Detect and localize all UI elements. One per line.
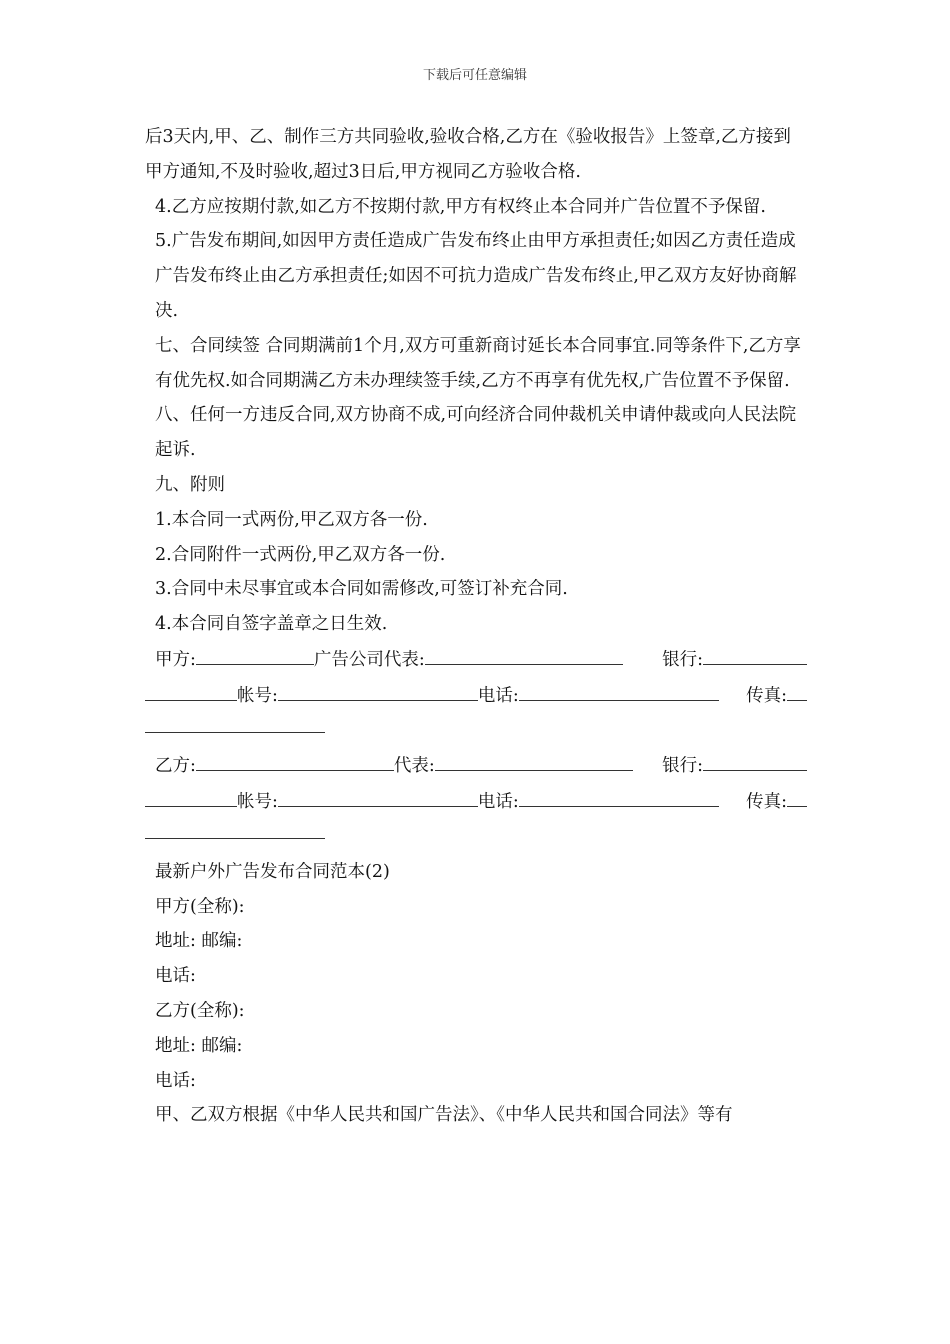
- clause-termination: 5.广告发布期间,如因甲方责任造成广告发布终止由甲方承担责任;如因乙方责任造成广告发布终止由乙方承担责任;如因不可抗力造成广告发布终止,甲乙双方友好协商解决.: [155, 231, 797, 321]
- party-b-blank: [196, 748, 394, 771]
- bank-blank-b-cont: [145, 784, 237, 807]
- bank-label-a: 银行:: [662, 649, 703, 670]
- section-renewal: 七、合同续签 合同期满前1个月,双方可重新商讨延长本合同事宜.同等条件下,乙方享有优先权.如合同期满乙方未办理续签手续,乙方不再享有优先权,广告位置不予保留.: [155, 335, 801, 391]
- signature-line-party-a: [145, 642, 807, 678]
- account-blank-a: [278, 678, 478, 701]
- party-b-label: 乙方:: [155, 756, 196, 777]
- account-blank-b: [278, 784, 478, 807]
- section-dispute: 八、任何一方违反合同,双方协商不成,可向经济合同仲裁机关申请仲裁或向人民法院起诉.: [155, 405, 797, 461]
- account-label-b: 帐号:: [237, 792, 278, 813]
- section2-party-a-name: 甲方(全称):: [155, 896, 245, 917]
- phone-label-b: 电话:: [477, 792, 519, 813]
- fax-blank-a: [787, 678, 807, 701]
- bank-blank-b: [703, 748, 807, 771]
- party-a-blank: [196, 642, 314, 665]
- fax-blank-a-cont: [145, 714, 807, 749]
- section2-party-a-address: 地址: 邮编:: [155, 931, 243, 952]
- section-appendix-title: 九、附则: [155, 474, 225, 495]
- ad-rep-blank: [425, 642, 623, 665]
- appendix-item-4: 4.本合同自签字盖章之日生效.: [155, 614, 388, 635]
- bank-blank-a-cont: [145, 678, 237, 701]
- clause-payment: 4.乙方应按期付款,如乙方不按期付款,甲方有权终止本合同并广告位置不予保留.: [155, 196, 766, 217]
- ad-rep-label: 广告公司代表:: [313, 649, 425, 670]
- fax-blank-b-cont: [145, 820, 807, 855]
- section2-intro: 甲、乙双方根据《中华人民共和国广告法》、《中华人民共和国合同法》等有: [155, 1105, 733, 1126]
- bank-blank-a: [703, 642, 807, 665]
- section2-party-b-phone: 电话:: [155, 1070, 196, 1091]
- phone-blank-b: [519, 784, 719, 807]
- paragraph-acceptance: 后3天内,甲、乙、制作三方共同验收,验收合格,乙方在《验收报告》上签章,乙方接到甲方通知,不及时验收,超过3日后,甲方视同乙方验收合格.: [145, 127, 791, 182]
- section2-party-a-phone: 电话:: [155, 966, 196, 987]
- fax-blank-b: [787, 784, 807, 807]
- party-a-label: 甲方:: [155, 649, 196, 670]
- appendix-item-2: 2.合同附件一式两份,甲乙双方各一份.: [155, 544, 446, 565]
- phone-blank-a: [519, 678, 719, 701]
- section2-title: 最新户外广告发布合同范本(2): [155, 861, 390, 882]
- section2-party-b-address: 地址: 邮编:: [155, 1035, 243, 1056]
- fax-label-b: 传真:: [746, 792, 787, 813]
- section2-party-b-name: 乙方(全称):: [155, 1000, 245, 1021]
- appendix-item-1: 1.本合同一式两份,甲乙双方各一份.: [155, 509, 428, 530]
- bank-label-b: 银行:: [662, 756, 703, 777]
- rep-label: 代表:: [393, 756, 435, 777]
- phone-label-a: 电话:: [477, 685, 519, 706]
- signature-line-party-b: [145, 748, 807, 784]
- signature-line-party-b-2: [145, 784, 807, 820]
- rep-blank: [435, 748, 633, 771]
- page-header-note: 下载后可任意编辑: [422, 68, 527, 83]
- document-body: [145, 120, 807, 1133]
- appendix-item-3: 3.合同中未尽事宜或本合同如需修改,可签订补充合同.: [155, 579, 568, 600]
- account-label-a: 帐号:: [237, 685, 278, 706]
- fax-label-a: 传真:: [746, 685, 787, 706]
- signature-line-party-a-2: [145, 678, 807, 714]
